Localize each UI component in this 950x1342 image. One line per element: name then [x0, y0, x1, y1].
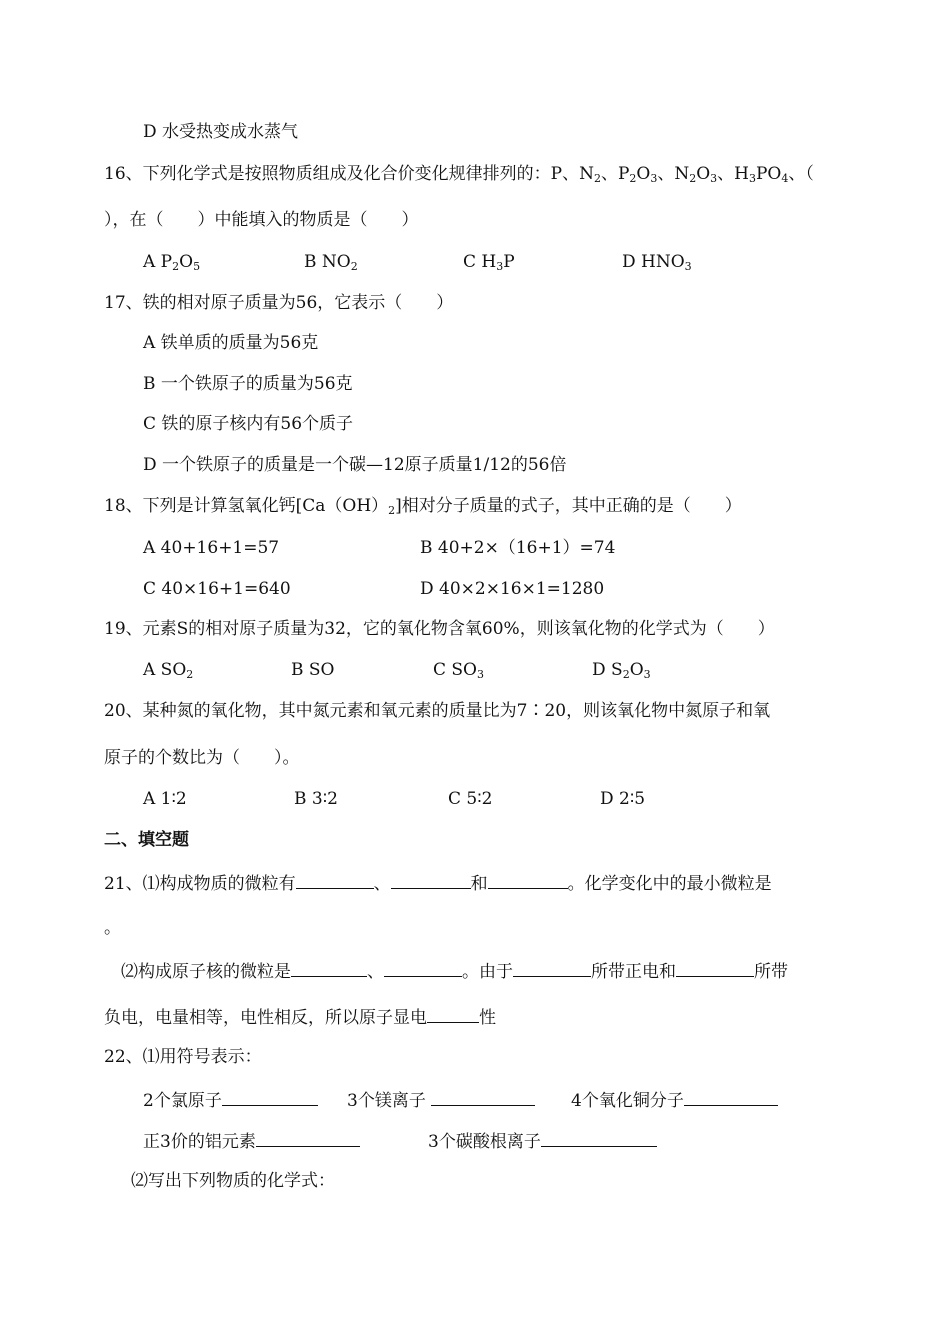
q22-blank-3[interactable] [684, 1087, 778, 1106]
q21-blank-1[interactable] [296, 870, 374, 889]
q21-blank-5[interactable] [384, 958, 462, 977]
q21-blank-3[interactable] [488, 870, 568, 889]
q22-stem: 22、⑴用符号表示： [104, 1047, 262, 1067]
q22-blank-4[interactable] [256, 1128, 360, 1147]
q20-option-b: B 3∶2 [294, 789, 338, 809]
q17-option-d: D 一个铁原子的质量是一个碳—12原子质量1/12的56倍 [143, 455, 567, 475]
q22-part2-stem: ⑵写出下列物质的化学式： [131, 1171, 335, 1191]
q17-option-c: C 铁的原子核内有56个质子 [143, 414, 354, 434]
q17-stem: 17、铁的相对原子质量为56，它表示（ ） [104, 293, 454, 313]
q18-option-c: C 40×16+1=640 [143, 579, 291, 599]
q21-blank-2[interactable] [391, 870, 471, 889]
q21-blank-8[interactable] [427, 1004, 479, 1023]
q16-option-a: A $P_2O_5$ [143, 252, 201, 273]
q16-option-c: C $H_3P$ [463, 252, 515, 273]
section-title-fill-in: 二、填空题 [104, 830, 189, 850]
q22-blank-1[interactable] [222, 1087, 318, 1106]
q19-option-c: C $SO_3$ [433, 660, 484, 681]
q16-stem-line2: ），在（ ）中能填入的物质是（ ） [104, 210, 419, 230]
q21-part1-line1: 21、⑴构成物质的微粒有 、 和 。化学变化中的最小微粒是 [104, 870, 772, 894]
q18-option-d: D 40×2×16×1=1280 [420, 579, 605, 599]
q21-blank-6[interactable] [513, 958, 591, 977]
q20-option-c: C 5∶2 [448, 789, 493, 809]
q18-option-b: B 40+2×（16+1）=74 [420, 538, 616, 558]
q21-blank-7[interactable] [676, 958, 754, 977]
q21-part2-line1: ⑵构成原子核的微粒是 、 。由于 所带正电和 所带 [121, 958, 788, 982]
q16-option-d: D $HNO_3$ [622, 252, 692, 273]
q18-option-a: A 40+16+1=57 [143, 538, 280, 558]
q17-option-a: A 铁单质的质量为56克 [143, 333, 319, 353]
q16-stem-line1: 16、下列化学式是按照物质组成及化合价变化规律排列的：P、$N_2$、$P_2O_3$、$N_2O_3$、$H_3PO_4$、（ [104, 164, 814, 185]
q19-option-a: A $SO_2$ [143, 660, 194, 681]
q22-item-3: 4个氧化铜分子 [571, 1087, 778, 1111]
q21-blank-4[interactable] [291, 958, 367, 977]
q16-option-b: B $NO_2$ [304, 252, 358, 273]
q22-item-2: 3个镁离子 [347, 1087, 535, 1111]
q20-stem-line1: 20、某种氮的氧化物，其中氮元素和氧元素的质量比为7∶20，则该氧化物中氮原子和氧 [104, 701, 771, 721]
q15-option-d: D 水受热变成水蒸气 [143, 122, 299, 142]
q22-blank-2[interactable] [431, 1087, 535, 1106]
q20-option-a: A 1∶2 [143, 789, 187, 809]
q21-part2-line2: 负电，电量相等，电性相反，所以原子显电 性 [104, 1004, 496, 1028]
q22-blank-5[interactable] [541, 1128, 657, 1147]
q19-option-b: B SO [291, 660, 335, 680]
q20-option-d: D 2∶5 [600, 789, 646, 809]
q22-item-4: 正3价的铝元素 [143, 1128, 360, 1152]
q19-stem: 19、元素S的相对原子质量为32，它的氧化物含氧60%，则该氧化物的化学式为（ ） [104, 619, 775, 639]
q17-option-b: B 一个铁原子的质量为56克 [143, 374, 353, 394]
q21-part1-line2: 。 [104, 918, 121, 938]
q20-stem-line2: 原子的个数比为（ ）。 [104, 748, 300, 768]
q19-option-d: D $S_2O_3$ [592, 660, 651, 681]
q22-item-1: 2个氯原子 [143, 1087, 318, 1111]
q18-stem: 18、下列是计算氢氧化钙$[Ca(OH)_2]$相对分子质量的式子，其中正确的是（ ） [104, 496, 742, 517]
q22-item-5: 3个碳酸根离子 [428, 1128, 657, 1152]
